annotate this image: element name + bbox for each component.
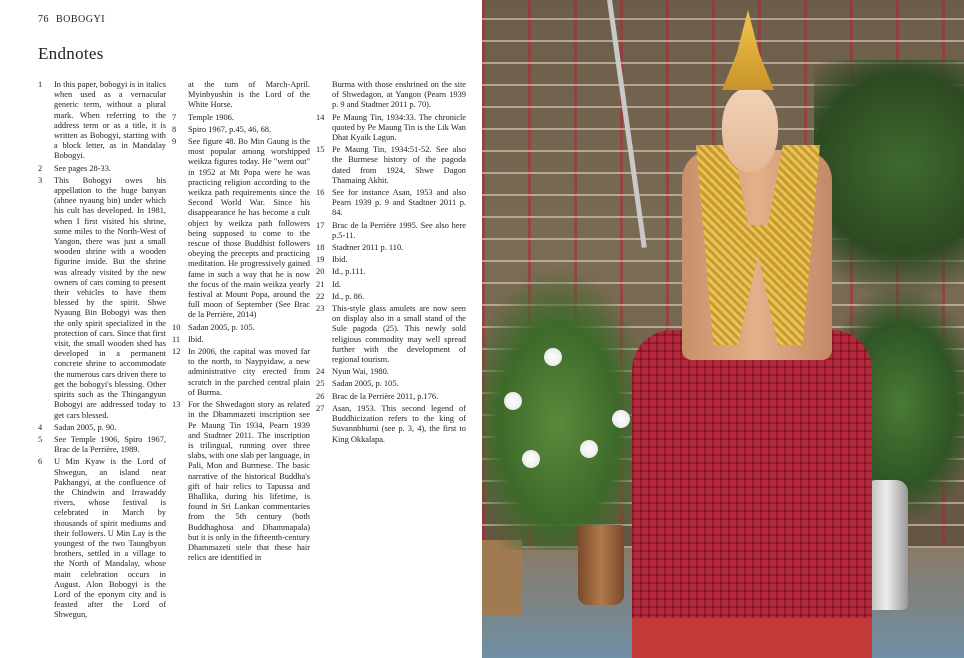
endnote-number: 6	[38, 457, 43, 467]
endnote	[38, 80, 166, 162]
endnote	[172, 137, 310, 321]
endnote-number	[316, 80, 332, 111]
running-header	[38, 14, 105, 25]
endnote-text: Stadtner 2011 p. 110.	[332, 243, 404, 253]
endnote-text: Pe Maung Tin, 1934:51-52. See also the Burmese history of the pagoda dated from 1924, Shwe Dagon Thamaing Akhit.	[332, 145, 466, 185]
endnote-number: 17	[316, 220, 325, 230]
endnote	[38, 435, 166, 455]
endnote	[172, 125, 310, 135]
endnote	[316, 304, 466, 365]
endnote	[316, 113, 466, 144]
endnote-number: 11	[172, 334, 181, 344]
endnote-number: 1	[38, 80, 43, 89]
endnote	[172, 80, 310, 111]
endnote-number: 15	[316, 145, 325, 155]
page-number: 76	[38, 14, 49, 25]
endnote	[316, 292, 466, 302]
statue-base	[632, 618, 872, 658]
endnote	[316, 280, 466, 290]
endnote-number: 18	[316, 243, 325, 253]
endnote-number: 25	[316, 379, 325, 389]
endnote	[172, 335, 310, 345]
endnote-text: See Temple 1906, Spiro 1967, Brac de la Perrière, 1989.	[54, 434, 166, 455]
endnote	[316, 267, 466, 277]
running-title: BOBOGYI	[56, 14, 106, 25]
endnote-number: 16	[316, 188, 325, 198]
endnote-number: 27	[316, 403, 325, 413]
endnote-text: Id., p.111.	[332, 267, 366, 277]
endnote	[316, 404, 466, 445]
endnote-text: Sadan 2005, p. 105.	[332, 379, 399, 389]
endnote-text: Asan, 1953. This second legend of Buddhicization refers to the king of Suvannbhumi (see p. 3, 4), the first to King Okkalapa.	[332, 403, 466, 444]
endnote-number: 22	[316, 291, 325, 301]
endnote	[172, 400, 310, 563]
endnote-text: Brac de la Perrière 1995. See also here p.5-11.	[332, 220, 466, 240]
endnote-number: 7	[172, 112, 177, 122]
endnote	[38, 423, 166, 433]
endnote-text: U Min Kyaw is the Lord of Shwegun, an island near Pakhangyi, at the confluence of the Chindwin and Irrawaddy rivers, whose festival is celebrated in March by thousands of spirit mediums and their followers. U Min Lay is the youngest of the two Taungbyon brothers, settled in a village to the North of Mandalay, whose main celebration occurs in August. Alon Bobogyi is the Lord of the eponym city and is feasted after the Lord of Shwegun,	[54, 457, 166, 620]
endnote-text: Pe Maung Tin, 1934:33. The chronicle quoted by Pe Maung Tin is the Lik Wan Dhat Kyaik Lagun.	[332, 112, 466, 143]
endnote-number: 19	[316, 255, 325, 265]
endnote-text: Brac de la Perrière 2011, p.176.	[332, 391, 439, 401]
endnote-text: Ibid.	[332, 255, 348, 265]
bobogyi-statue	[482, 0, 964, 658]
endnote-number: 10	[172, 322, 181, 332]
endnote	[316, 221, 466, 241]
endnote-text: See pages 28-33.	[54, 163, 111, 173]
endnote	[38, 176, 166, 421]
endnote-text: For the Shwedagon story as related in the Dhammazeti inscription see Pe Maung Tin 1934, Pearn 1939 and Stadtner 2011. The inscription is trilingual, running over three slabs, with one slab per language, in Pali, Mon and Burmese. The basic narrative of the historical Buddha's gift of hair relics to Tapussa and Bhallika, during his lifetime, is found in Sri Lankan commentaries from the 5th century (both Buddhaghosa and Dhammapala) but it is only in the fifteenth-century Dhammazeti stele that these hair relics are identified in	[188, 400, 310, 563]
page-title: Endnotes	[38, 44, 104, 63]
endnote	[316, 80, 466, 111]
endnote-text: Temple 1906.	[188, 112, 234, 122]
endnote-number: 8	[172, 124, 177, 134]
endnote-text: This Bobogyi owes his appellation to the huge banyan (ahnee nyaung bin) under which his cult has developed. In 1981, when I first visited his shrine, some miles to the North-West of Yangon, there was just a small wooden shrine with a wooden figurine inside. But the shrine was already visited by the new owners of cars coming to present their vehicles to have them blessed by the spirit. Shwe Nyaung Bin Bobogyi was then the only spirit specialized in the protection of cars. Since that first visit, the small wooden shed has developed in a permanent concrete shrine to accommodate the numerous cars driven there to get the bobogyi's blessing. Other spirits such as the Thingangyun Bobogyi are addressed today to get cars blessed.	[54, 175, 166, 420]
endnote-text: See figure 48. Bo Min Gaung is the most popular among worshipped weikza figures today. He "went out" in 1952 at Mt Popa were he was practicing religion according to the weikza path requirements since the Second World War. Since his disappearance he has become a cult object by weikza path followers being supposed to come to the rescue of those Buddhist followers obeying the precepts and practicing meditation. He progressively gained fame in such a way that he is now the focus of the main weikza yearly festival at Mount Popa, around the full moon of September (See Brac de la Perrière, 2014)	[188, 137, 310, 320]
endnote-number: 21	[316, 279, 325, 289]
endnote-text: Sadan 2005, p. 105.	[188, 322, 255, 332]
endnote-text: In 2006, the capital was moved far to the north, to Naypyidaw, a new administrative city erected from scratch in the parched central plain of Burma.	[188, 347, 310, 397]
endnote-text: In this paper, bobogyi is in italics when used as a vernacular generic term, without a plural mark. When referring to the address term or as a title, it is written as Bobogyi, starting with a block letter, as in Mandalay Bobogyi.	[54, 80, 166, 161]
endnote-number: 23	[316, 304, 325, 314]
statue-face	[722, 88, 778, 172]
endnote-number: 9	[172, 137, 177, 147]
endnote-text: Ibid.	[188, 334, 204, 344]
endnote	[316, 145, 466, 186]
endnote-number: 4	[38, 422, 43, 432]
endnote-number: 2	[38, 163, 43, 173]
statue-crown	[722, 10, 774, 90]
endnote-number: 5	[38, 434, 43, 444]
endnote-text: Id., p. 86.	[332, 291, 365, 301]
endnote-number: 20	[316, 267, 325, 277]
notes-column-3	[316, 80, 466, 447]
endnote-number: 14	[316, 112, 325, 122]
endnote	[316, 188, 466, 219]
endnote	[172, 347, 310, 398]
endnote	[38, 164, 166, 174]
endnote	[316, 243, 466, 253]
endnote-text: Spiro 1967, p.45, 46, 68.	[188, 124, 272, 134]
endnote	[316, 392, 466, 402]
endnote-number: 24	[316, 367, 325, 377]
endnote-text: This-style glass amulets are now seen on display also in a small stand of the Sule pagoda (25). This newly sold religious commodity may well spread further with the development of regional tourism.	[332, 304, 466, 365]
endnote-text: See for instance Asan, 1953 and also Pearn 1939 p. 9 and Stadtner 2011 p. 84.	[332, 188, 466, 218]
endnote-text: at the turn of March-April. Myinbyushin is the Lord of the White Horse.	[188, 80, 310, 110]
endnote-text: Id.	[332, 279, 342, 289]
endnote	[38, 457, 166, 620]
endnote-number: 26	[316, 391, 325, 401]
endnote-number: 13	[172, 400, 181, 410]
endnote-text: Burma with those enshrined on the site of Shwedagon, at Yangon (Pearn 1939 p. 9 and Stadtner 2011 p. 70).	[332, 80, 466, 110]
endnote	[316, 367, 466, 377]
endnote-text: Sadan 2005, p. 90.	[54, 422, 117, 432]
endnote	[316, 379, 466, 389]
statue-longyi	[632, 330, 872, 640]
endnote	[316, 255, 466, 265]
endnote-text: Nyun Wai, 1980.	[332, 367, 389, 377]
endnote-number: 3	[38, 175, 43, 185]
endnote-number	[172, 80, 188, 111]
endnote	[172, 113, 310, 123]
photo-page	[482, 0, 964, 658]
endnote-number: 12	[172, 347, 181, 357]
endnote	[172, 323, 310, 333]
notes-column-2	[172, 80, 310, 565]
notes-column-1	[38, 80, 166, 623]
